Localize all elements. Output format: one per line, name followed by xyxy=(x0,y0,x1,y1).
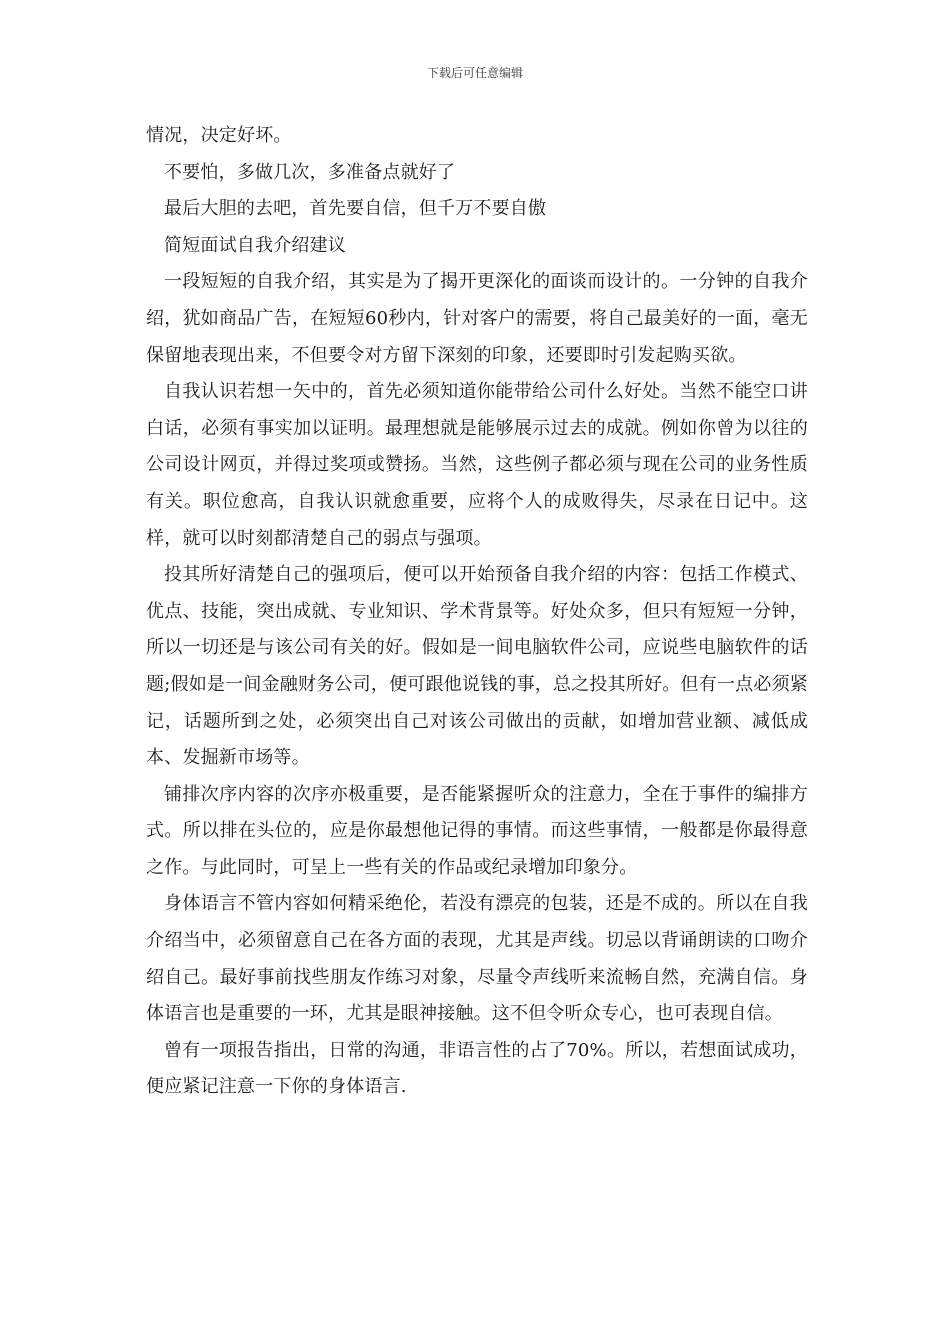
paragraph: 曾有一项报告指出，日常的沟通，非语言性的占了70%。所以，若想面试成功，便应紧记注意一下你的身体语言. xyxy=(146,1039,808,1098)
paragraph: 自我认识若想一矢中的，首先必须知道你能带给公司什么好处。当然不能空口讲白话，必须有事实加以证明。最理想就是能够展示过去的成就。例如你曾为以往的公司设计网页，并得过奖项或赞扬。当然，这些例子都必须与现在公司的业务性质有关。职位愈高，自我认识就愈重要，应将个人的成败得失，尽录在日记中。这样，就可以时刻都清楚自己的弱点与强项。 xyxy=(146,381,808,549)
page-header-note: 下载后可任意编辑 xyxy=(426,66,523,80)
paragraph: 身体语言不管内容如何精采绝伦，若没有漂亮的包装，还是不成的。所以在自我介绍当中，必须留意自己在各方面的表现，尤其是声线。切忌以背诵朗读的口吻介绍自己。最好事前找些朋友作练习对象，尽量令声线听来流畅自然，充满自信。身体语言也是重要的一环，尤其是眼神接触。这不但令听众专心，也可表现自信。 xyxy=(146,893,808,1025)
paragraph: 不要怕，多做几次，多准备点就好了 xyxy=(164,161,456,183)
section-heading: 简短面试自我介绍建议 xyxy=(164,234,346,256)
document-body xyxy=(146,118,808,1106)
paragraph: 一段短短的自我介绍，其实是为了揭开更深化的面谈而设计的。一分钟的自我介绍，犹如商品广告，在短短60秒内，针对客户的需要，将自己最美好的一面，毫无保留地表现出来，不但要令对方留下深刻的印象，还要即时引发起购买欲。 xyxy=(146,271,808,366)
paragraph: 情况，决定好坏。 xyxy=(146,125,292,146)
paragraph: 投其所好清楚自己的强项后，便可以开始预备自我介绍的内容：包括工作模式、优点、技能，突出成就、专业知识、学术背景等。好处众多，但只有短短一分钟，所以一切还是与该公司有关的好。假如是一间电脑软件公司，应说些电脑软件的话题;假如是一间金融财务公司，便可跟他说钱的事，总之投其所好。但有一点必须紧记，话题所到之处，必须突出自己对该公司做出的贡献，如增加营业额、减低成本、发掘新市场等。 xyxy=(146,564,808,769)
paragraph: 最后大胆的去吧，首先要自信，但千万不要自傲 xyxy=(164,198,547,220)
paragraph: 铺排次序内容的次序亦极重要，是否能紧握听众的注意力，全在于事件的编排方式。所以排在头位的，应是你最想他记得的事情。而这些事情，一般都是你最得意之作。与此同时，可呈上一些有关的作品或纪录增加印象分。 xyxy=(146,783,808,878)
